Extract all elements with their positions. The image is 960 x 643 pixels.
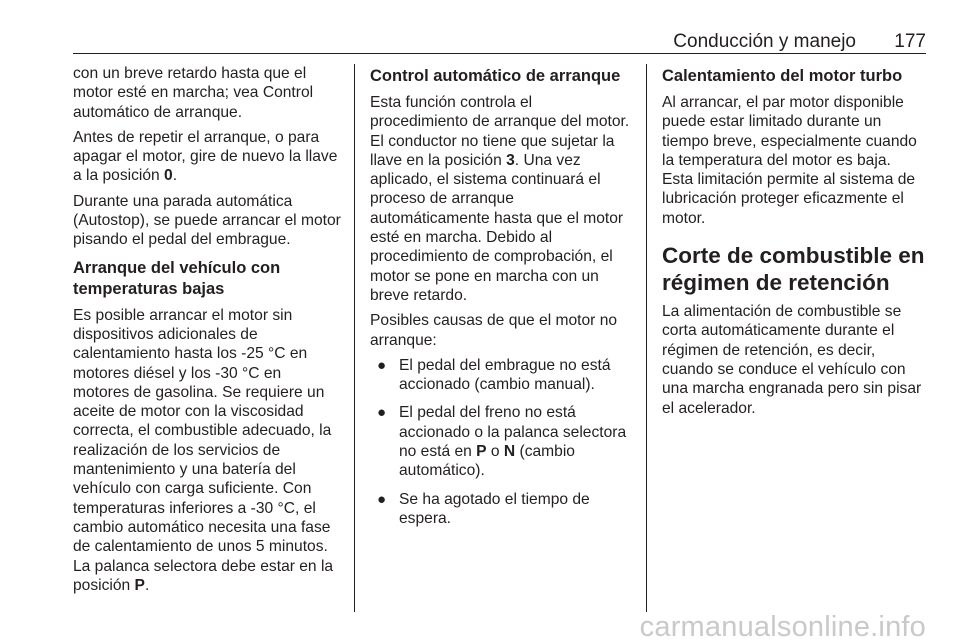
paragraph-2-text: Antes de repetir el arranque, o para apagar el motor, gire de nuevo la llave a la posición bbox=[73, 128, 338, 185]
page-header bbox=[73, 32, 926, 58]
paragraph-4 bbox=[73, 306, 341, 595]
column-right bbox=[662, 64, 926, 424]
paragraph-1: con un breve retardo hasta que el motor esté en marcha; vea Control automático de arranque. bbox=[73, 65, 314, 121]
list-item-text: o bbox=[486, 443, 504, 461]
list-item bbox=[370, 490, 633, 529]
bullet-icon: ● bbox=[377, 490, 387, 508]
key-position-3: 3 bbox=[506, 151, 515, 169]
paragraph-causes: Posibles causas de que el motor no arranque: bbox=[370, 312, 618, 349]
bullet-icon: ● bbox=[377, 356, 387, 374]
selector-position-p: P bbox=[476, 443, 487, 461]
list-item bbox=[370, 356, 633, 395]
page-number: 177 bbox=[894, 31, 926, 52]
list-item-text: El pedal del freno no está accionado o la palanca selectora no está en bbox=[399, 404, 627, 461]
column-left bbox=[73, 64, 341, 601]
paragraph-4-end: . bbox=[144, 576, 150, 594]
paragraph-3: Durante una parada automática (Autostop), se puede arrancar el motor pisando el pedal del embrague. bbox=[73, 192, 341, 249]
heading-turbo: Calentamiento del motor turbo bbox=[662, 67, 903, 85]
paragraph-4-text: Es posible arrancar el motor sin dispositivos adicionales de calentamiento hasta los -25 °C en motores diésel y los -30 °C en motores de gasolina. Se requiere un aceite de motor con la viscosidad correcta, el combustible adecuado, la realización de los servicios de mantenimiento y una batería del vehículo con carga suficiente. Con temperaturas inferiores a -30 °C, el cambio automático necesita una fase de calentamiento de unos 5 minutos. La palanca selectora debe estar en la posición bbox=[73, 306, 334, 594]
bullet-icon: ● bbox=[377, 404, 387, 422]
heading-fuel-cutoff: Corte de combustible en régimen de retención bbox=[662, 243, 925, 296]
selector-position-n: N bbox=[503, 443, 516, 461]
list-item-text: (cambio automático). bbox=[399, 443, 575, 480]
section-title: Conducción y manejo bbox=[673, 31, 856, 52]
list-item-text: Se ha agotado el tiempo de espera. bbox=[399, 490, 590, 527]
causes-list bbox=[370, 356, 633, 528]
paragraph-auto-start-end: . Una vez aplicado, el sistema continuará el proceso de arranque automáticamente hasta que el motor esté en marcha. Debido al procedimiento de comprobación, el motor se pone en marcha con un breve retardo. bbox=[370, 151, 624, 304]
column-divider-1 bbox=[354, 64, 355, 612]
selector-position-p: P bbox=[134, 576, 145, 594]
paragraph-fuel-cutoff: La alimentación de combustible se corta automáticamente durante el régimen de retención, es decir, cuando se conduce el vehículo con una marcha engranada pero sin pisar el acelerador. bbox=[662, 303, 922, 417]
paragraph-auto-start-text: Esta función controla el procedimiento de arranque del motor. El conductor no tiene que sujetar la llave en la posición bbox=[370, 94, 630, 169]
column-middle bbox=[370, 64, 633, 537]
paragraph-turbo: Al arrancar, el par motor disponible puede estar limitado durante un tiempo breve, especialmente cuando la temperatura del motor es baja. Esta limitación permite al sistema de lubricación proteger eficazmente el motor. bbox=[662, 94, 917, 227]
paragraph-auto-start bbox=[370, 93, 633, 305]
column-divider-2 bbox=[646, 64, 647, 612]
paragraph-2-end: . bbox=[172, 167, 178, 185]
watermark: carmanualsonline.info bbox=[639, 611, 926, 643]
header-rule bbox=[73, 53, 926, 54]
list-item bbox=[370, 403, 633, 480]
list-item-text: El pedal del embrague no está accionado (cambio manual). bbox=[399, 356, 611, 394]
heading-cold-start: Arranque del vehículo con temperaturas bajas bbox=[73, 258, 281, 298]
heading-auto-start: Control automático de arranque bbox=[370, 67, 621, 85]
paragraph-2 bbox=[73, 128, 341, 186]
key-position-0: 0 bbox=[164, 167, 173, 185]
